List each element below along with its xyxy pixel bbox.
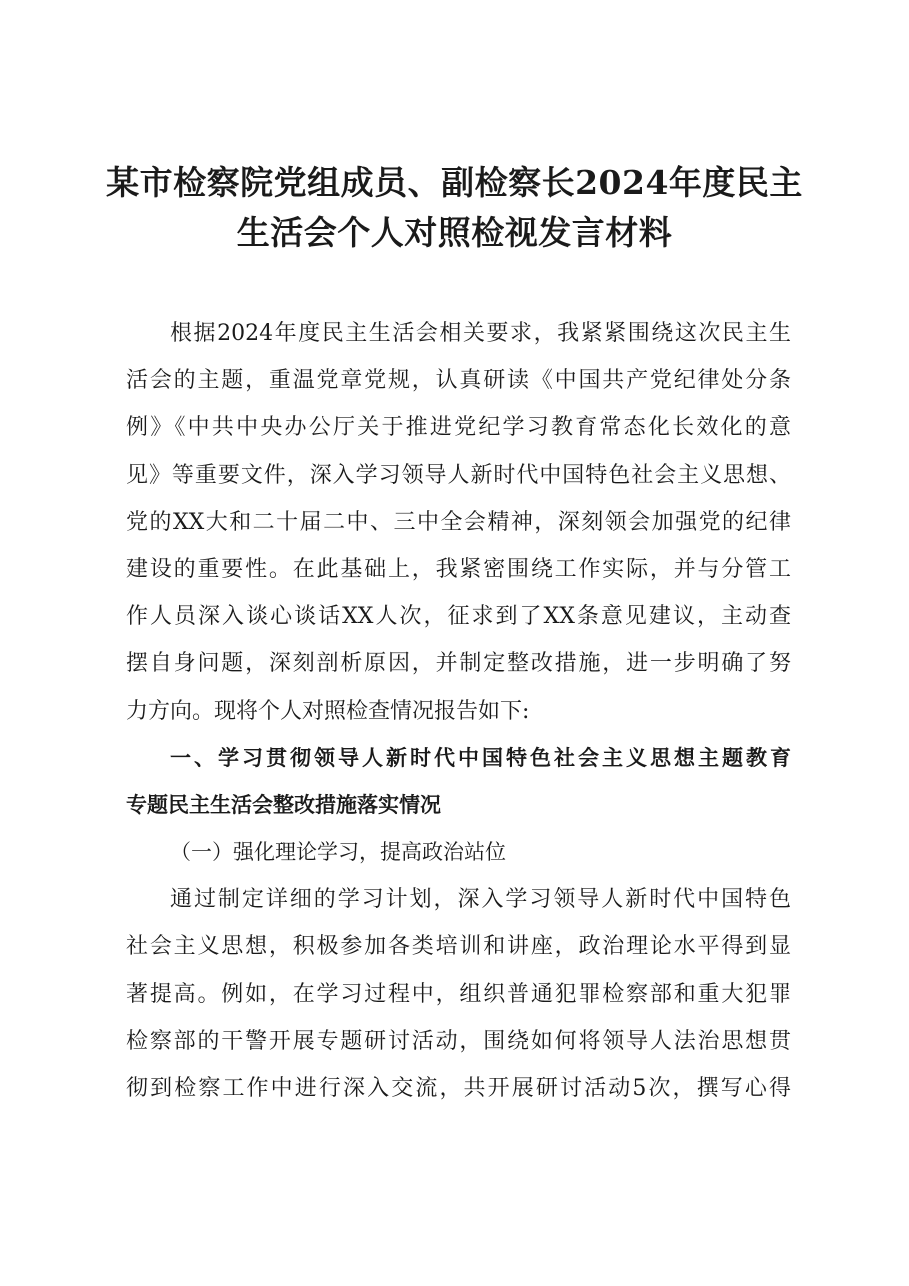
heading-line: 专题民主生活会整改措施落实情况 (126, 792, 441, 817)
paragraph-line: 根据2024年度民主生活会相关要求，我紧紧围绕这次民主生 (170, 321, 791, 346)
subsection-heading-1: （一）强化理论学习，提高政治站位 (170, 840, 506, 865)
paragraph-line: 建设的重要性。在此基础上，我紧密围绕工作实际，并与分管工 (126, 556, 791, 582)
intro-paragraph (126, 310, 791, 735)
heading-line: 一、学习贯彻领导人新时代中国特色社会主义思想主题教育 (170, 745, 791, 770)
paragraph-line: 力方向。现将个人对照检查情况报告如下: (126, 698, 530, 724)
paragraph-line: 通过制定详细的学习计划，深入学习领导人新时代中国特色 (170, 887, 791, 913)
paragraph-line: 摆自身问题，深刻剖析原因，并制定整改措施，进一步明确了努 (126, 651, 791, 677)
paragraph-line: 见》等重要文件，深入学习领导人新时代中国特色社会主义思想、 (126, 462, 791, 488)
paragraph-line: 例》《中共中央办公厅关于推进党纪学习教育常态化长效化的意 (126, 415, 791, 441)
section-paragraph (126, 876, 791, 1112)
section-heading-1 (126, 735, 791, 829)
title-line-1: 某市检察院党组成员、副检察长2024年度民主 (106, 163, 803, 202)
title-line-2: 生活会个人对照检视发言材料 (236, 213, 673, 252)
document-body (126, 310, 791, 1112)
paragraph-line: 活会的主题，重温党章党规，认真研读《中国共产党纪律处分条 (126, 368, 791, 394)
paragraph-line: 彻到检察工作中进行深入交流，共开展研讨活动5次，撰写心得 (126, 1076, 791, 1101)
paragraph-line: 社会主义思想，积极参加各类培训和讲座，政治理论水平得到显 (126, 934, 791, 960)
paragraph-line: 检察部的干警开展专题研讨活动，围绕如何将领导人法治思想贯 (126, 1028, 791, 1054)
document-title (100, 158, 809, 258)
paragraph-line: 党的XX大和二十届二中、三中全会精神，深刻领会加强党的纪律 (126, 509, 791, 535)
paragraph-line: 作人员深入谈心谈话XX人次，征求到了XX条意见建议，主动查 (126, 604, 791, 630)
paragraph-line: 著提高。例如，在学习过程中，组织普通犯罪检察部和重大犯罪 (126, 981, 791, 1007)
